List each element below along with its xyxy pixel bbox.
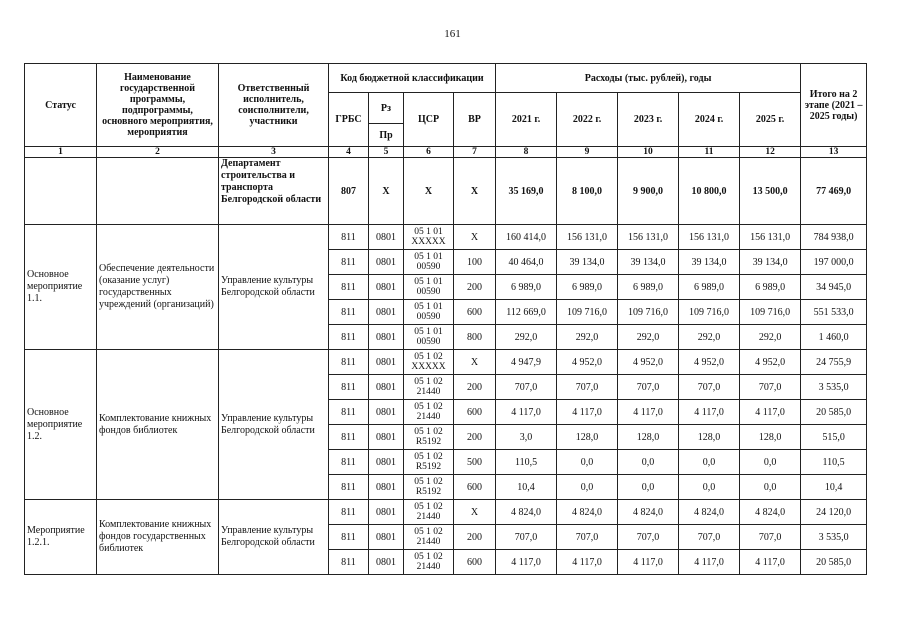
grbs-cell: 811 — [329, 525, 369, 550]
group-responsible: Управление культуры Белгородской области — [219, 225, 329, 350]
value-2025-cell: 0,0 — [740, 475, 801, 500]
group-status: Мероприятие 1.2.1. — [25, 500, 97, 575]
value-2023-cell: 156 131,0 — [618, 225, 679, 250]
value-2022-cell: 4 117,0 — [557, 550, 618, 575]
value-total-cell: 515,0 — [801, 425, 867, 450]
csr-code-part2: R5192 — [415, 487, 442, 497]
col-number: 6 — [404, 147, 454, 158]
grbs-cell: 811 — [329, 275, 369, 300]
dept-value-2023: 9 900,0 — [618, 158, 679, 225]
dept-status-cell — [25, 158, 97, 225]
value-2025-cell: 4 952,0 — [740, 350, 801, 375]
value-2024-cell: 4 117,0 — [679, 400, 740, 425]
value-2025-cell: 39 134,0 — [740, 250, 801, 275]
grbs-cell: 811 — [329, 400, 369, 425]
table-body — [25, 158, 867, 575]
col-number: 7 — [454, 147, 496, 158]
header-total: Итого на 2 этапе (2021 – 2025 годы) — [801, 64, 867, 147]
col-number: 8 — [496, 147, 557, 158]
value-2024-cell: 128,0 — [679, 425, 740, 450]
value-2021-cell: 6 989,0 — [496, 275, 557, 300]
csr-code-part1: 05 1 02 — [414, 527, 443, 537]
value-2021-cell: 110,5 — [496, 450, 557, 475]
value-2021-cell: 160 414,0 — [496, 225, 557, 250]
col-number: 10 — [618, 147, 679, 158]
rzpr-cell: 0801 — [369, 325, 404, 350]
value-2025-cell: 6 989,0 — [740, 275, 801, 300]
csr-cell — [404, 550, 454, 575]
csr-cell — [404, 525, 454, 550]
value-2021-cell: 707,0 — [496, 525, 557, 550]
csr-code-part2: 21440 — [416, 512, 441, 522]
grbs-cell: 811 — [329, 250, 369, 275]
vr-cell: 200 — [454, 275, 496, 300]
csr-code-part1: 05 1 02 — [414, 477, 443, 487]
col-number: 12 — [740, 147, 801, 158]
grbs-cell: 811 — [329, 450, 369, 475]
dept-value-2021: 35 169,0 — [496, 158, 557, 225]
vr-cell: 600 — [454, 475, 496, 500]
csr-code-part1: 05 1 02 — [414, 427, 443, 437]
value-2024-cell: 4 952,0 — [679, 350, 740, 375]
col-number: 9 — [557, 147, 618, 158]
csr-cell — [404, 425, 454, 450]
col-number: 11 — [679, 147, 740, 158]
header-grbs: ГРБС — [329, 93, 369, 147]
value-total-cell: 110,5 — [801, 450, 867, 475]
value-total-cell: 20 585,0 — [801, 400, 867, 425]
value-2023-cell: 128,0 — [618, 425, 679, 450]
csr-cell — [404, 450, 454, 475]
vr-cell: 600 — [454, 550, 496, 575]
csr-code-part2: R5192 — [415, 462, 442, 472]
dept-row — [25, 158, 867, 225]
csr-cell — [404, 475, 454, 500]
rzpr-cell: 0801 — [369, 425, 404, 450]
vr-cell: 200 — [454, 525, 496, 550]
value-2022-cell: 4 824,0 — [557, 500, 618, 525]
vr-cell: Х — [454, 225, 496, 250]
dept-csr: Х — [404, 158, 454, 225]
grbs-cell: 811 — [329, 350, 369, 375]
value-total-cell: 24 755,9 — [801, 350, 867, 375]
group-name: Комплектование книжных фондов библиотек — [97, 350, 219, 500]
group-responsible: Управление культуры Белгородской области — [219, 350, 329, 500]
header-year-2023: 2023 г. — [618, 93, 679, 147]
value-total-cell: 1 460,0 — [801, 325, 867, 350]
rzpr-cell: 0801 — [369, 450, 404, 475]
value-2023-cell: 39 134,0 — [618, 250, 679, 275]
value-2023-cell: 109 716,0 — [618, 300, 679, 325]
value-2021-cell: 292,0 — [496, 325, 557, 350]
csr-code-part1: 05 1 01 — [414, 252, 443, 262]
header-name: Наименование государственной программы, подпрограммы, основного мероприятия, мероприятия — [97, 64, 219, 147]
csr-cell — [404, 375, 454, 400]
vr-cell: 600 — [454, 400, 496, 425]
value-total-cell: 3 535,0 — [801, 525, 867, 550]
header-responsible: Ответственный исполнитель, соисполнители, участники — [219, 64, 329, 147]
value-total-cell: 784 938,0 — [801, 225, 867, 250]
value-2025-cell: 0,0 — [740, 450, 801, 475]
rzpr-cell: 0801 — [369, 275, 404, 300]
value-total-cell: 24 120,0 — [801, 500, 867, 525]
csr-cell — [404, 250, 454, 275]
value-2022-cell: 292,0 — [557, 325, 618, 350]
header-csr: ЦСР — [404, 93, 454, 147]
dept-name-cell — [97, 158, 219, 225]
value-2022-cell: 707,0 — [557, 525, 618, 550]
vr-cell: 800 — [454, 325, 496, 350]
value-2021-cell: 4 117,0 — [496, 550, 557, 575]
value-2021-cell: 10,4 — [496, 475, 557, 500]
rzpr-cell: 0801 — [369, 250, 404, 275]
value-2024-cell: 707,0 — [679, 375, 740, 400]
dept-responsible: Департамент строительства и транспорта Белгородской области — [219, 158, 329, 225]
value-2025-cell: 4 117,0 — [740, 550, 801, 575]
header-rz: Рз — [369, 93, 404, 124]
page-number: 161 — [444, 28, 461, 40]
csr-code-part1: 05 1 02 — [414, 377, 443, 387]
value-2025-cell: 4 824,0 — [740, 500, 801, 525]
header-vr: ВР — [454, 93, 496, 147]
grbs-cell: 811 — [329, 500, 369, 525]
csr-code-part2: 00590 — [416, 262, 441, 272]
csr-code-part2: 21440 — [416, 562, 441, 572]
csr-code-part2: 21440 — [416, 537, 441, 547]
csr-code-part1: 05 1 02 — [414, 552, 443, 562]
value-2023-cell: 4 824,0 — [618, 500, 679, 525]
col-number: 3 — [219, 147, 329, 158]
grbs-cell: 811 — [329, 425, 369, 450]
value-2025-cell: 4 117,0 — [740, 400, 801, 425]
value-2025-cell: 128,0 — [740, 425, 801, 450]
col-number: 4 — [329, 147, 369, 158]
value-2023-cell: 0,0 — [618, 475, 679, 500]
rzpr-cell: 0801 — [369, 475, 404, 500]
vr-cell: Х — [454, 350, 496, 375]
rzpr-cell: 0801 — [369, 550, 404, 575]
rzpr-cell: 0801 — [369, 300, 404, 325]
csr-code-part1: 05 1 02 — [414, 402, 443, 412]
dept-value-2025: 13 500,0 — [740, 158, 801, 225]
header-pr: Пр — [369, 124, 404, 147]
csr-code-part2: 00590 — [416, 287, 441, 297]
header-kbk: Код бюджетной классификации — [329, 64, 496, 93]
csr-code-part2: 00590 — [416, 337, 441, 347]
dept-value-total: 77 469,0 — [801, 158, 867, 225]
value-2024-cell: 707,0 — [679, 525, 740, 550]
group-responsible: Управление культуры Белгородской области — [219, 500, 329, 575]
col-number: 13 — [801, 147, 867, 158]
vr-cell: 200 — [454, 375, 496, 400]
value-2021-cell: 4 117,0 — [496, 400, 557, 425]
dept-rzpr: Х — [369, 158, 404, 225]
csr-code-part1: 05 1 02 — [414, 352, 443, 362]
csr-code-part2: ХХХХХ — [411, 362, 446, 372]
value-2024-cell: 39 134,0 — [679, 250, 740, 275]
csr-code-part1: 05 1 01 — [414, 227, 443, 237]
header-year-2024: 2024 г. — [679, 93, 740, 147]
csr-code-part1: 05 1 02 — [414, 452, 443, 462]
value-2023-cell: 4 117,0 — [618, 550, 679, 575]
grbs-cell: 811 — [329, 550, 369, 575]
group-name: Обеспечение деятельности (оказание услуг) государственных учреждений (организаций) — [97, 225, 219, 350]
value-2024-cell: 156 131,0 — [679, 225, 740, 250]
value-2022-cell: 156 131,0 — [557, 225, 618, 250]
csr-cell — [404, 300, 454, 325]
value-2024-cell: 292,0 — [679, 325, 740, 350]
col-number: 2 — [97, 147, 219, 158]
value-2021-cell: 3,0 — [496, 425, 557, 450]
value-2024-cell: 0,0 — [679, 475, 740, 500]
value-2024-cell: 4 117,0 — [679, 550, 740, 575]
value-2022-cell: 4 117,0 — [557, 400, 618, 425]
value-2024-cell: 0,0 — [679, 450, 740, 475]
csr-code-part1: 05 1 01 — [414, 327, 443, 337]
dept-grbs: 807 — [329, 158, 369, 225]
value-2021-cell: 112 669,0 — [496, 300, 557, 325]
budget-table — [24, 63, 867, 575]
value-2023-cell: 6 989,0 — [618, 275, 679, 300]
rzpr-cell: 0801 — [369, 225, 404, 250]
value-2023-cell: 4 117,0 — [618, 400, 679, 425]
vr-cell: 500 — [454, 450, 496, 475]
header-expenses: Расходы (тыс. рублей), годы — [496, 64, 801, 93]
grbs-cell: 811 — [329, 475, 369, 500]
vr-cell: 100 — [454, 250, 496, 275]
table-row — [25, 500, 867, 525]
vr-cell: 600 — [454, 300, 496, 325]
header-year-2021: 2021 г. — [496, 93, 557, 147]
csr-cell — [404, 350, 454, 375]
csr-cell — [404, 325, 454, 350]
csr-code-part2: R5192 — [415, 437, 442, 447]
grbs-cell: 811 — [329, 225, 369, 250]
value-2022-cell: 128,0 — [557, 425, 618, 450]
grbs-cell: 811 — [329, 300, 369, 325]
value-2023-cell: 292,0 — [618, 325, 679, 350]
col-number: 1 — [25, 147, 97, 158]
dept-value-2022: 8 100,0 — [557, 158, 618, 225]
dept-value-2024: 10 800,0 — [679, 158, 740, 225]
group-status: Основное мероприятие 1.1. — [25, 225, 97, 350]
value-total-cell: 197 000,0 — [801, 250, 867, 275]
value-2021-cell: 4 824,0 — [496, 500, 557, 525]
rzpr-cell: 0801 — [369, 375, 404, 400]
grbs-cell: 811 — [329, 325, 369, 350]
header-year-2022: 2022 г. — [557, 93, 618, 147]
value-total-cell: 551 533,0 — [801, 300, 867, 325]
value-2022-cell: 109 716,0 — [557, 300, 618, 325]
col-number: 5 — [369, 147, 404, 158]
csr-code-part2: 21440 — [416, 412, 441, 422]
value-2025-cell: 707,0 — [740, 525, 801, 550]
group-status: Основное мероприятие 1.2. — [25, 350, 97, 500]
csr-cell — [404, 225, 454, 250]
value-2021-cell: 40 464,0 — [496, 250, 557, 275]
csr-cell — [404, 400, 454, 425]
value-2022-cell: 0,0 — [557, 475, 618, 500]
value-2023-cell: 707,0 — [618, 525, 679, 550]
dept-vr: Х — [454, 158, 496, 225]
value-2025-cell: 156 131,0 — [740, 225, 801, 250]
csr-cell — [404, 500, 454, 525]
value-2021-cell: 707,0 — [496, 375, 557, 400]
table-row — [25, 225, 867, 250]
rzpr-cell: 0801 — [369, 400, 404, 425]
value-2025-cell: 707,0 — [740, 375, 801, 400]
rzpr-cell: 0801 — [369, 350, 404, 375]
grbs-cell: 811 — [329, 375, 369, 400]
rzpr-cell: 0801 — [369, 525, 404, 550]
header-status: Статус — [25, 64, 97, 147]
value-2022-cell: 4 952,0 — [557, 350, 618, 375]
value-2022-cell: 39 134,0 — [557, 250, 618, 275]
value-2023-cell: 4 952,0 — [618, 350, 679, 375]
value-2025-cell: 109 716,0 — [740, 300, 801, 325]
csr-code-part2: 00590 — [416, 312, 441, 322]
value-2022-cell: 0,0 — [557, 450, 618, 475]
value-2024-cell: 109 716,0 — [679, 300, 740, 325]
value-2025-cell: 292,0 — [740, 325, 801, 350]
csr-code-part1: 05 1 01 — [414, 302, 443, 312]
value-2024-cell: 6 989,0 — [679, 275, 740, 300]
group-name: Комплектование книжных фондов государственных библиотек — [97, 500, 219, 575]
csr-cell — [404, 275, 454, 300]
header-year-2025: 2025 г. — [740, 93, 801, 147]
value-2024-cell: 4 824,0 — [679, 500, 740, 525]
vr-cell: Х — [454, 500, 496, 525]
value-2023-cell: 0,0 — [618, 450, 679, 475]
value-total-cell: 10,4 — [801, 475, 867, 500]
csr-code-part2: ХХХХХ — [411, 237, 446, 247]
value-2022-cell: 707,0 — [557, 375, 618, 400]
vr-cell: 200 — [454, 425, 496, 450]
value-2023-cell: 707,0 — [618, 375, 679, 400]
csr-code-part2: 21440 — [416, 387, 441, 397]
value-total-cell: 34 945,0 — [801, 275, 867, 300]
value-total-cell: 20 585,0 — [801, 550, 867, 575]
table-row — [25, 350, 867, 375]
value-2022-cell: 6 989,0 — [557, 275, 618, 300]
value-2021-cell: 4 947,9 — [496, 350, 557, 375]
csr-code-part1: 05 1 02 — [414, 502, 443, 512]
rzpr-cell: 0801 — [369, 500, 404, 525]
value-total-cell: 3 535,0 — [801, 375, 867, 400]
csr-code-part1: 05 1 01 — [414, 277, 443, 287]
